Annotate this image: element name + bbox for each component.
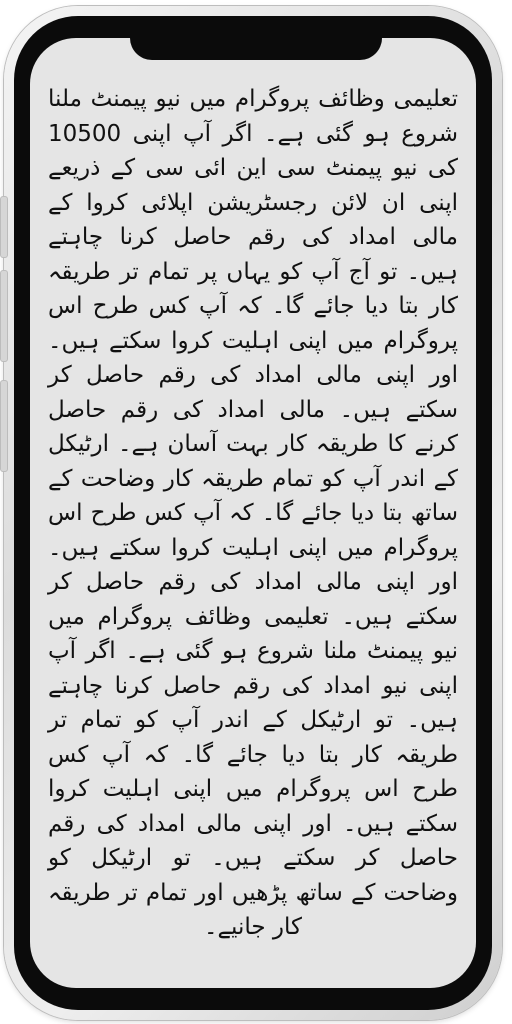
volume-up-button xyxy=(0,270,8,362)
volume-down-button xyxy=(0,380,8,472)
mute-switch xyxy=(0,196,8,258)
phone-notch xyxy=(130,38,382,60)
article-paragraph: تعلیمی وظائف پروگرام میں نیو پیمنٹ ملنا شروع ہو گئی ہے۔ اگر آپ اپنی 10500 کی نیو پیمنٹ سی این ائی سی کے ذریعے اپنی ان لائن رجسٹریشن اپلائی کروا کے مالی امداد کی رقم حاصل کرنا چاہتے ہیں۔ تو آج آپ کو یہاں پر تمام تر طریقہ کار بتا دیا جائے گا۔ کہ آپ کس طرح اس پروگرام میں اپنی اہلیت کروا سکتے ہیں۔ اور اپنی مالی امداد کی رقم حاصل کر سکتے ہیں۔ مالی امداد کی رقم حاصل کرنے کا طریقہ کار بہت آسان ہے۔ ارٹیکل کے اندر آپ کو تمام طریقہ کار وضاحت کے ساتھ بتا دیا جائے گا۔ کہ آپ کس طرح اس پروگرام میں اپنی اہلیت کروا سکتے ہیں۔ اور اپنی مالی امداد کی رقم حاصل کر سکتے ہیں۔ تعلیمی وظائف پروگرام میں نیو پیمنٹ ملنا شروع ہو گئی ہے۔ اگر آپ اپنی نیو امداد کی رقم حاصل کرنا چاہتے ہیں۔ تو ارٹیکل کے اندر آپ کو تمام تر طریقہ کار بتا دیا جائے گا۔ کہ آپ کس طرح اس پروگرام میں اپنی اہلیت کروا سکتے ہیں۔ اور اپنی مالی امداد کی رقم حاصل کر سکتے ہیں۔ تو ارٹیکل کو وضاحت کے ساتھ پڑھیں اور تمام تر طریقہ کار جانیے۔ xyxy=(48,86,458,940)
phone-screen xyxy=(30,38,476,988)
